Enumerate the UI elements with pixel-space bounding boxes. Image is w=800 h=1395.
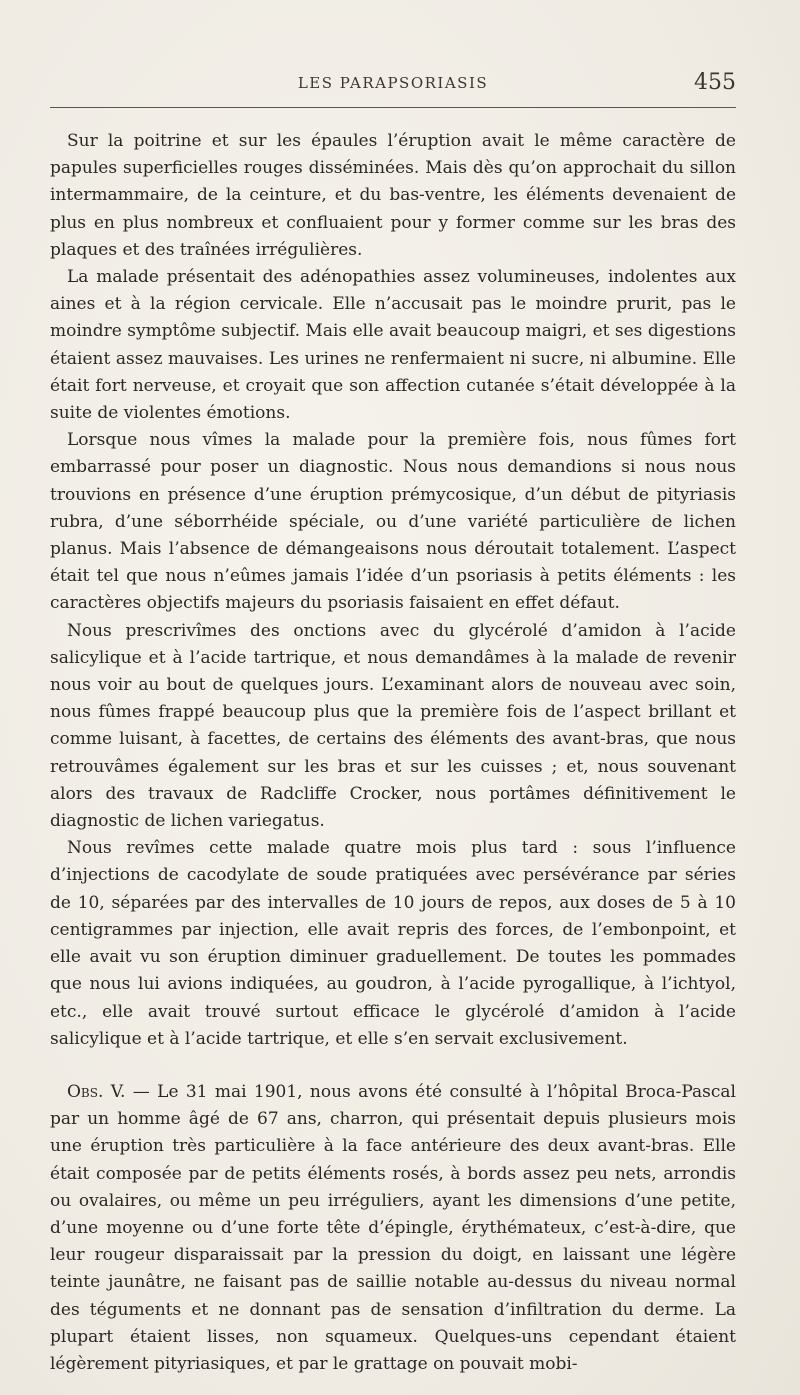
header-rule xyxy=(50,107,736,108)
page-number: 455 xyxy=(694,70,736,95)
paragraph: Nous revîmes cette malade quatre mois plus tard : sous l’influence d’injections de cacodylate de soude pratiquées avec persévérance par séries de 10, séparées par des intervalles de 10 jours de repos, aux doses de 5 à 10 centigrammes par injection, elle avait repris des forces, de l’embonpoint, et elle avait vu son éruption diminuer graduellement. De toutes les pommades que nous lui avions indiquées, au goudron, à l’acide pyrogallique, à l’ichtyol, etc., elle avait trouvé surtout efficace le glycérolé d’amidon à l’acide salicylique et à l’acide tartrique, et elle s’en servait exclusivement. xyxy=(50,838,736,1049)
paragraph: Nous prescrivîmes des onctions avec du glycérolé d’amidon à l’acide salicylique et à l’acide tartrique, et nous demandâmes à la malade de revenir nous voir au bout de quelques jours. L’examinant alors de nouveau avec soin, nous fûmes frappé beaucoup plus que la première fois de l’aspect brillant et comme luisant, à facettes, de certains des éléments des avant-bras, que nous retrouvâmes également sur les bras et sur les cuisses ; et, nous souvenant alors des travaux de Radcliffe Crocker, nous portâmes définitivement le diagnostic de lichen variegatus. xyxy=(50,620,736,832)
observation-label: Obs. V. xyxy=(67,1081,126,1102)
running-title: LES PARAPSORIASIS xyxy=(297,74,489,92)
observation-paragraph xyxy=(50,1079,736,1378)
paragraph: La malade présentait des adénopathies assez volumineuses, indolentes aux aines et à la région cervicale. Elle n’accusait pas le moindre prurit, pas le moindre symptôme subjectif. Mais elle avait beaucoup maigri, et ses digestions étaient assez mauvaises. Les urines ne renfermaient ni sucre, ni albumine. Elle était fort nerveuse, et croyait que son affection cutanée s’était développée à la suite de violentes émotions. xyxy=(50,267,736,424)
page-header xyxy=(50,70,736,98)
paragraph: Sur la poitrine et sur les épaules l’éruption avait le même caractère de papules superficielles rouges disséminées. Mais dès qu’on approchait du sillon intermammaire, de la ceinture, et du bas-ventre, les éléments devenaient de plus en plus nombreux et confluaient pour y former comme sur les bras des plaques et des traînées irrégulières. xyxy=(50,131,736,260)
paragraph: Lorsque nous vîmes la malade pour la première fois, nous fûmes fort embarrassé pour poser un diagnostic. Nous nous demandions si nous nous trouvions en présence d’une éruption prémycosique, d’un début de pityriasis rubra, d’une séborrhéide spéciale, ou d’une variété particulière de lichen planus. Mais l’absence de démangeaisons nous déroutait totalement. L’aspect était tel que nous n’eûmes jamais l’idée d’un psoriasis à petits éléments : les caractères objectifs majeurs du psoriasis faisaient en effet défaut. xyxy=(50,430,736,614)
observation-text: — Le 31 mai 1901, nous avons été consulté à l’hôpital Broca-Pascal par un homme âgé de 67 ans, charron, qui présentait depuis plusieurs mois une éruption très particulière à la face antérieure des deux avant-bras. Elle était composée par de petits éléments rosés, à bords assez peu nets, arrondis ou ovalaires, ou même un peu irréguliers, ayant les dimensions d’une petite, d’une moyenne ou d’une forte tête d’épingle, érythémateux, c’est-à-dire, que leur rougeur disparaissait par la pression du doigt, en laissant une légère teinte jaunâtre, ne faisant pas de saillie notable au-dessus du niveau normal des téguments et ne donnant pas de sensation d’infiltration du derme. La plupart étaient lisses, non squameux. Quelques-uns cependant étaient légèrement pityriasiques, et par le grattage on pouvait mobi- xyxy=(50,1081,736,1374)
body-text xyxy=(50,128,736,1378)
